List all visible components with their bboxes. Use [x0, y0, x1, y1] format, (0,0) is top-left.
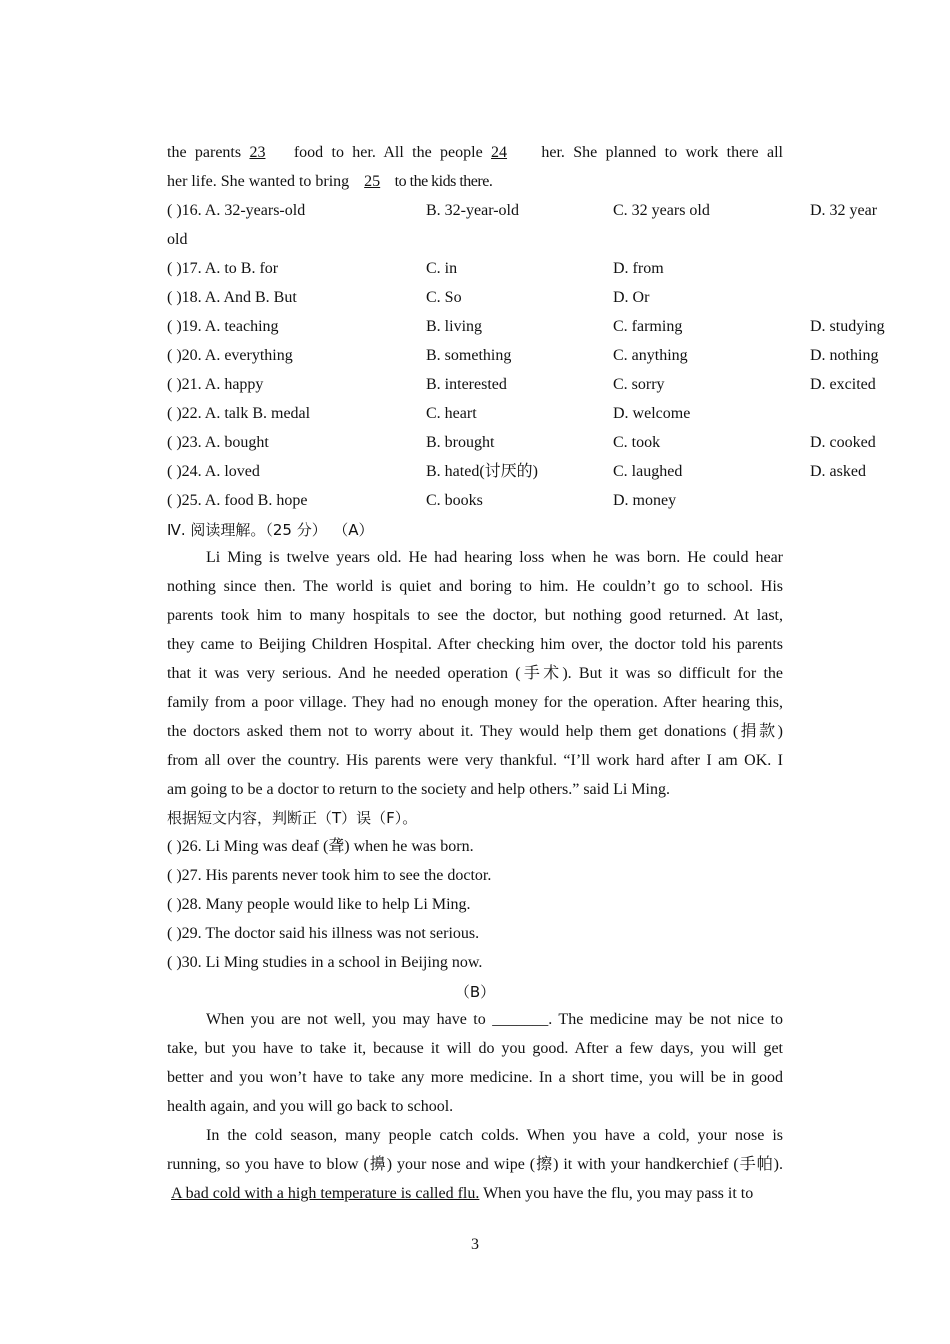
tf-question: ( )28. Many people would like to help Li Ming.	[167, 896, 471, 913]
option: C. heart	[426, 405, 477, 422]
paragraph-line: health again, and you will go back to school.	[167, 1098, 454, 1115]
paragraph-line: take, but you have to take it, because it will do you good. After a few days, you will get	[167, 1040, 783, 1057]
instruction: 根据短文内容，判断正（T）误（F）。	[167, 809, 418, 827]
passage-line	[167, 143, 783, 163]
option: D. nothing	[810, 347, 879, 364]
option: B. brought	[426, 434, 495, 451]
option: D. welcome	[613, 405, 691, 422]
question-row	[167, 346, 927, 366]
paragraph-line: from all over the country. His parents were very thankful. “I’ll work hard after I am OK. I	[167, 752, 783, 769]
option: D. cooked	[810, 434, 876, 451]
question-row	[167, 288, 927, 308]
option: C. laughed	[613, 463, 683, 480]
text: food to her. All the people	[285, 144, 492, 161]
text: When you have the flu, you may pass it to	[479, 1185, 754, 1202]
paragraph-line: am going to be a doctor to return to the society and help others.” said Li Ming.	[167, 781, 670, 798]
option: B. 32-year-old	[426, 202, 519, 219]
option: B. interested	[426, 376, 507, 393]
question-stem: ( )18. A. And B. But	[167, 289, 297, 306]
option: C. farming	[613, 318, 683, 335]
paragraph-line: Li Ming is twelve years old. He had hearing loss when he was born. He could hear	[206, 549, 783, 566]
page-number: 3	[471, 1236, 479, 1253]
option: B. something	[426, 347, 512, 364]
option: D. excited	[810, 376, 876, 393]
underlined-sentence: A bad cold with a high temperature is called flu.	[171, 1185, 480, 1202]
paragraph-line: that it was very serious. And he needed operation (手术). But it was so difficult for the	[167, 665, 783, 682]
option: C. So	[426, 289, 462, 306]
option: B. hated(讨厌的)	[426, 463, 538, 480]
option: B. living	[426, 318, 483, 335]
option: D. 32 year	[810, 202, 878, 219]
question-stem: ( )22. A. talk B. medal	[167, 405, 311, 422]
part-label: （A）	[340, 521, 374, 539]
question-stem: ( )17. A. to B. for	[167, 260, 279, 277]
paragraph-line: parents took him to many hospitals to see the doctor, but nothing good returned. At last,	[167, 607, 783, 624]
section-heading	[167, 520, 783, 541]
text: her. She planned to work there all	[533, 144, 784, 161]
paragraph-line: nothing since then. The world is quiet and boring to him. He couldn’t go to school. His	[167, 578, 783, 595]
paragraph-line: running, so you have to blow (擤) your nose and wipe (擦) it with your handkerchief (手帕).	[167, 1156, 783, 1173]
part-label: （B）	[454, 983, 496, 1001]
option: D. asked	[810, 463, 866, 480]
tf-question: ( )29. The doctor said his illness was not serious.	[167, 925, 480, 942]
question-row	[167, 433, 927, 453]
question-stem: ( )20. A. everything	[167, 347, 293, 364]
paragraph-line: they came to Beijing Children Hospital. After checking him over, the doctor told his parents	[167, 636, 783, 653]
question-stem: ( )19. A. teaching	[167, 318, 279, 335]
blank-24: 24	[491, 144, 508, 161]
option: C. 32 years old	[613, 202, 710, 219]
question-stem: ( )24. A. loved	[167, 463, 260, 480]
question-row	[167, 259, 927, 279]
option: C. books	[426, 492, 483, 509]
option: C. sorry	[613, 376, 665, 393]
text: the parents	[167, 144, 250, 161]
option: C. took	[613, 434, 661, 451]
question-stem: ( )16. A. 32-years-old	[167, 202, 306, 219]
tf-question: ( )26. Li Ming was deaf (聋) when he was born.	[167, 838, 474, 855]
question-stem: ( )21. A. happy	[167, 376, 264, 393]
blank-25: 25	[364, 173, 381, 190]
paragraph-line: the doctors asked them not to worry about it. They would help them get donations (捐款)	[167, 723, 783, 740]
section-title: Ⅳ. 阅读理解。（25 分）	[167, 521, 327, 539]
option: D. Or	[613, 289, 650, 306]
blank-23: 23	[249, 144, 266, 161]
question-row	[167, 375, 927, 395]
paragraph-line: better and you won’t have to take any more medicine. In a short time, you will be in good	[167, 1069, 783, 1086]
tf-question: ( )30. Li Ming studies in a school in Beijing now.	[167, 954, 483, 971]
paragraph-line	[167, 1184, 783, 1204]
option: C. in	[426, 260, 458, 277]
paragraph-line: family from a poor village. They had no enough money for the operation. After hearing this,	[167, 694, 783, 711]
question-stem: ( )25. A. food B. hope	[167, 492, 308, 509]
text: her life. She wanted to bring	[167, 173, 354, 190]
option: D. money	[613, 492, 677, 509]
question-row	[167, 491, 927, 511]
question-row	[167, 317, 927, 337]
text: to the kids there.	[391, 173, 493, 190]
paragraph-line: In the cold season, many people catch colds. When you have a cold, your nose is	[206, 1127, 783, 1144]
paragraph-line: When you are not well, you may have to _______. The medicine may be not nice to	[206, 1011, 783, 1028]
passage-line	[167, 172, 783, 192]
option: D. studying	[810, 318, 885, 335]
question-stem: ( )23. A. bought	[167, 434, 269, 451]
question-row	[167, 404, 927, 424]
tf-question: ( )27. His parents never took him to see the doctor.	[167, 867, 492, 884]
question-row	[167, 201, 927, 221]
question-row	[167, 462, 927, 482]
question-wrap: old	[167, 231, 188, 248]
option: D. from	[613, 260, 664, 277]
option: C. anything	[613, 347, 688, 364]
